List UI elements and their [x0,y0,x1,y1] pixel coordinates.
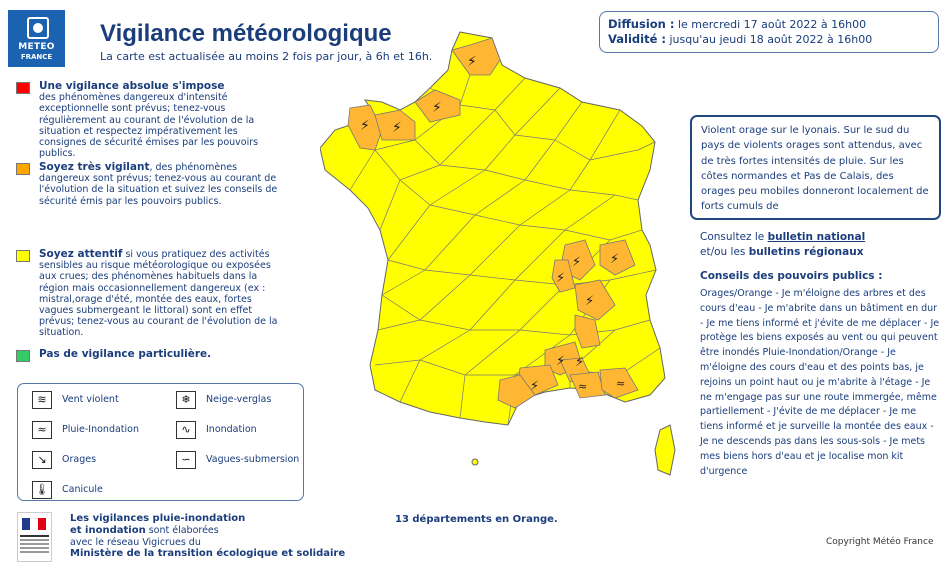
legend-orange-text: des phénomènes dangereux sont prévus; tenez-vous au courant de l'évolution de la situation et suivez les conseils de sécurité émis par les pouvoirs publics. [39,162,278,207]
vent-label: Vent violent [62,394,119,405]
vigicrues-line2b: sont élaborées [145,524,219,536]
diffusion-label: Diffusion : [608,17,675,31]
red-swatch [16,82,30,94]
legend-red-title: Une vigilance absolue s'impose [39,80,225,92]
lightning-icon: ⚡︎ [556,271,566,286]
paris-inset[interactable] [472,459,478,465]
flood-icon: ≈ [616,377,626,390]
lightning-icon: ⚡︎ [610,252,620,267]
vigicrues-line3: avec le réseau Vigicrues du [70,536,201,548]
yellow-swatch [16,250,30,262]
legend-orange: Soyez très vigilant, des phénomènes dangereux sont prévus; tenez-vous au courant de l'évolution de la situation et suivez les conseils de sécurité émis par les pouvoirs publics. [17,162,287,207]
lightning-icon: ⚡︎ [572,255,582,270]
inondation-label: Inondation [206,424,257,435]
wave-icon: ∽ [176,451,196,469]
legend-red-text: des phénomènes dangereux d'intensité exceptionnelle sont prévus; tenez-vous régulièrement au courant de l'évolution de la situation et respectez impérativement les consignes de sécurité émises par les pouvoirs publics. [39,92,259,160]
lightning-icon: ↘ [32,451,52,469]
france-vigilance-map[interactable] [320,30,690,480]
conseils-text: Orages/Orange - Je m'éloigne des arbres et des cours d'eau - Je m'abrite dans un bâtiment en dur - Je me tiens informé et j'évite de me déplacer - Je protège les biens exposés au vent ou qui peuvent être inondés Pluie-Inondation/Orange - Je m'éloigne des cours d'eau et des points bas, je rejoins un point haut ou je m'abrite à l'étage - Je ne m'engage pas sur une route immergée, même partiellement - J'évite de me déplacer - Je me tiens informé et je surveille la montée des eaux - Je ne descends pas dans les sous-sols - Je mets mes biens hors d'eau et je localise mon kit d'urgence [700,288,940,477]
lightning-icon: ⚡︎ [360,118,370,134]
legend-green-title: Pas de vigilance particulière. [39,348,212,360]
lightning-icon: ⚡︎ [432,100,442,116]
legend-orange-title: Soyez très vigilant [39,161,150,173]
logo-line2: FRANCE [20,53,53,61]
vigicrues-line4: Ministère de la transition écologique et solidaire [70,548,346,560]
orange-swatch [16,163,30,175]
legend-green [17,349,287,360]
phenomena-legend [17,383,304,501]
vagues-label: Vagues-submersion [206,454,300,465]
consult-prefix: Consultez le [700,231,768,243]
canicule-label: Canicule [62,484,103,495]
legend-yellow [17,249,287,339]
pluie-label: Pluie-Inondation [62,424,140,435]
lightning-icon: ⚡︎ [556,354,566,369]
ministry-logo [17,512,52,562]
lightning-icon: ⚡︎ [575,355,585,370]
consult-links [700,230,940,260]
flood-icon: ∿ [176,421,196,439]
france-mainland[interactable] [320,32,665,425]
consult-middle: et/ou les [700,246,749,258]
corsica[interactable] [655,425,675,475]
copyright: Copyright Météo France [826,537,934,547]
thermometer-icon: 🌡︎ [32,481,52,499]
neige-label: Neige-verglas [206,394,272,405]
diffusion-value: le mercredi 17 août 2022 à 16h00 [674,18,867,31]
snowflake-icon: ❄ [176,391,196,409]
vigicrues-line2: et inondation [70,524,146,536]
page-title: Vigilance météorologique [100,20,392,47]
rain-flood-icon: ≈ [32,421,52,439]
meteo-france-logo [8,10,65,67]
logo-line1: METEO [18,42,55,52]
legend-red [17,81,287,159]
orange-count: 13 départements en Orange. [395,514,558,525]
bulletins-regionaux-link[interactable]: bulletins régionaux [748,246,864,258]
bulletin-national-link[interactable]: bulletin national [767,231,866,243]
logo-icon [27,17,49,39]
legend-yellow-text: si vous pratiquez des activités sensibles au risque météorologique ou exposées aux crues; des phénomènes habituels dans la région mais occasionnellement dangereux (ex : mistral,orage d'été, montée des eaux, fortes vagues submergeant le littoral) sont en effet prévus; tenez-vous au courant de l'évolution de la situation. [39,249,278,339]
green-swatch [16,350,30,362]
forecast-comment: Violent orage sur le lyonais. Sur le sud du pays de violents orages sont attendus, avec de très fortes intensités de pluie. Sur les côtes normandes et Pas de Calais, des orages peu mobiles donneront localement de forts cumuls de [690,115,941,220]
validite-value: jusqu'au jeudi 18 août 2022 à 16h00 [666,33,873,46]
vigicrues-line1: Les vigilances pluie-inondation [70,513,246,524]
lightning-icon: ⚡︎ [392,120,402,136]
lightning-icon: ⚡︎ [530,379,540,394]
flood-icon: ≈ [578,380,588,393]
conseils-title: Conseils des pouvoirs publics : [700,270,883,282]
wind-icon: ≋ [32,391,52,409]
vigicrues-note [70,513,360,560]
validite-label: Validité : [608,32,666,46]
lightning-icon: ⚡︎ [467,54,477,70]
page-subtitle: La carte est actualisée au moins 2 fois par jour, à 6h et 16h. [100,50,433,63]
legend-yellow-title: Soyez attentif [39,248,123,260]
orages-label: Orages [62,454,97,465]
lightning-icon: ⚡︎ [585,294,595,309]
